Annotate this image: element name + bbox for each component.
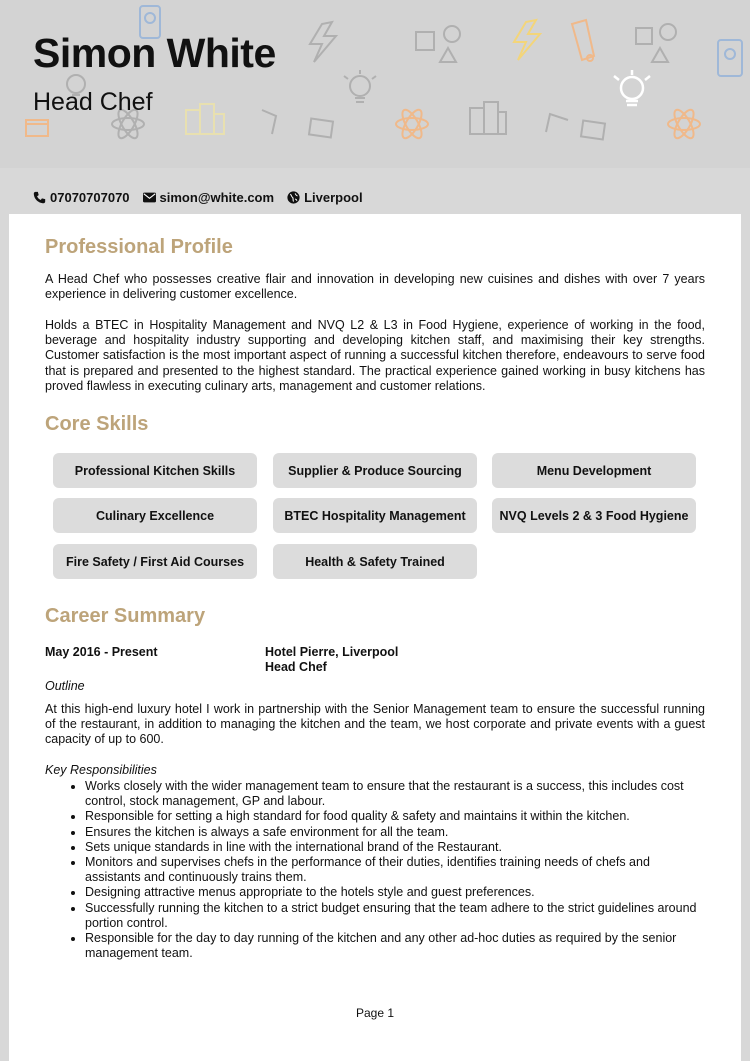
page-number: Page 1 (355, 1006, 395, 1020)
list-item: • Monitors and supervises chefs in the performance of their duties, identifies training needs of chefs and assistants and continuously trains them. (85, 855, 705, 885)
shapes-doodle-icon (416, 26, 460, 62)
phone-text: 07070707070 (50, 190, 130, 205)
building-doodle-icon (470, 102, 506, 134)
lightning-doodle-icon (310, 22, 336, 62)
lightning-doodle-icon (514, 20, 540, 60)
contact-email (143, 190, 275, 205)
list-item: • Designing attractive menus appropriate to the hotels style and guest preferences. (85, 885, 705, 900)
skill-chip: Menu Development (492, 453, 696, 488)
contact-location (287, 190, 363, 205)
list-item: • Sets unique standards in line with the international brand of the Restaurant. (85, 840, 705, 855)
section-title-career: Career Summary (45, 605, 206, 627)
atom-doodle-icon (396, 107, 428, 141)
bulb-doodle-icon (344, 70, 376, 102)
list-item: • Responsible for the day to day running of the kitchen and any other ad-hoc duties as required by the senior management team. (85, 931, 705, 961)
contact-phone (33, 190, 130, 205)
skill-chip: Supplier & Produce Sourcing (273, 453, 477, 488)
skill-chip: Health & Safety Trained (273, 544, 477, 579)
contact-bar (0, 181, 750, 214)
decorative-doodles (0, 0, 750, 168)
list-item: • Responsible for setting a high standard for food quality & safety and maintains it within the kitchen. (85, 809, 705, 824)
job-title: Head Chef (265, 660, 327, 674)
phone-doodle-icon (718, 40, 742, 76)
location-text: Liverpool (304, 190, 363, 205)
list-item: • Works closely with the wider management team to ensure that the restaurant is a success, this includes cost control, stock management, GP and labour. (85, 779, 705, 809)
skill-chip: Fire Safety / First Aid Courses (53, 544, 257, 579)
email-text: simon@white.com (159, 190, 275, 205)
skill-chip: Culinary Excellence (53, 498, 257, 533)
section-title-profile: Professional Profile (45, 236, 233, 258)
envelope-icon (143, 192, 156, 203)
phone-icon (33, 191, 46, 204)
candidate-name: Simon White (33, 30, 276, 76)
folder-doodle-icon (26, 120, 48, 136)
profile-paragraph: A Head Chef who possesses creative flair and innovation in developing new cuisines and dishes with over 7 years experience in delivering customer excellence. (45, 272, 705, 302)
section-title-skills: Core Skills (45, 413, 149, 435)
header-banner (0, 0, 750, 168)
responsibilities-list (45, 779, 705, 961)
responsibilities-label: Key Responsibilities (45, 763, 157, 777)
candidate-role: Head Chef (33, 88, 153, 116)
card-doodle-icon (309, 119, 333, 138)
atom-doodle-icon (668, 107, 700, 141)
resume-page (9, 214, 741, 1061)
building-doodle-icon (186, 104, 224, 134)
outline-text: At this high-end luxury hotel I work in partnership with the Senior Management team to ensure the successful running of the restaurant, in addition to managing the kitchen and the team, we host corporate and private events with a guest capacity of up to 600. (45, 702, 705, 747)
skill-chip: Professional Kitchen Skills (53, 453, 257, 488)
bulb-doodle-icon (614, 70, 650, 105)
card-doodle-icon (581, 121, 605, 140)
brush-doodle-icon (572, 20, 594, 61)
skill-chip: BTEC Hospitality Management (273, 498, 477, 533)
skill-chip: NVQ Levels 2 & 3 Food Hygiene (492, 498, 696, 533)
globe-icon (287, 191, 300, 204)
job-date: May 2016 - Present (45, 645, 158, 659)
job-employer: Hotel Pierre, Liverpool (265, 645, 399, 659)
outline-label: Outline (45, 679, 85, 693)
list-item: • Successfully running the kitchen to a strict budget ensuring that the team adhere to the strict guidelines around portion control. (85, 901, 705, 931)
profile-paragraph: Holds a BTEC in Hospitality Management and NVQ L2 & L3 in Food Hygiene, experience of working in the food, beverage and hospitality industry supporting and developing kitchen staff, and maximising their key strengths. Customer satisfaction is the most important aspect of running a successful kitchen therefore, endeavours to serve food that is prepared and presented to the highest standard. The practical experience gained working in busy kitchens has proved flawless in executing culinary arts, management and customer relations. (45, 318, 705, 393)
list-item: • Ensures the kitchen is always a safe environment for all the team. (85, 825, 705, 840)
shapes-doodle-icon (636, 24, 676, 62)
